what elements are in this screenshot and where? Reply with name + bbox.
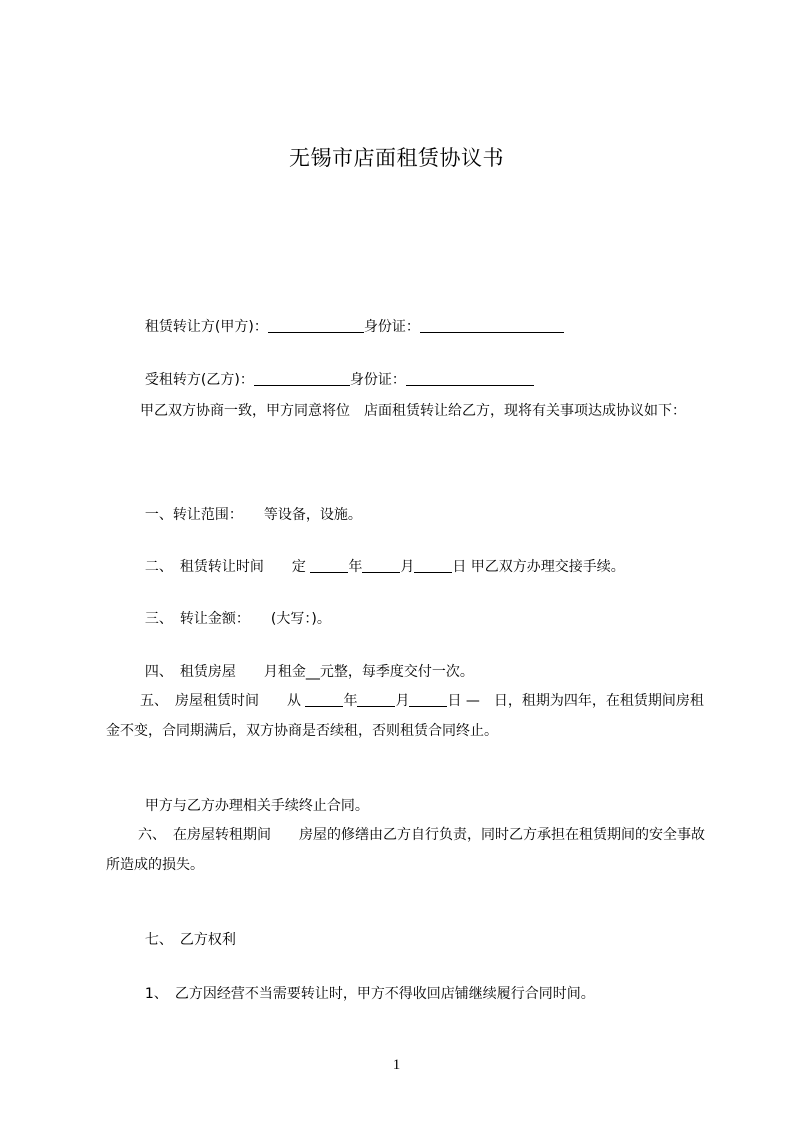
clause-7-text: 七、 乙方权利 [144, 932, 236, 948]
party-b-id-blank [406, 370, 534, 386]
clause-1-text: 一、转让范围： 等设备，设施。 [144, 507, 362, 523]
clause-3 [136, 580, 736, 632]
clause-2-month-blank [362, 557, 400, 573]
clause-2-month: 月 [400, 559, 415, 575]
clause-2-year-blank [310, 557, 348, 573]
clause-5-year: 年 [343, 693, 358, 709]
clause-3-text: 三、 转让金额： (大写：)。 [144, 611, 331, 627]
terminate-line [136, 767, 736, 819]
party-b-line [136, 341, 736, 393]
intro-paragraph [106, 396, 706, 426]
party-b-label: 受租转方(乙方)： [144, 372, 254, 388]
party-a-id-label: 身份证： [363, 319, 420, 335]
clause-4-suffix: 元整，每季度交付一次。 [319, 664, 474, 680]
intro-text: 甲乙双方协商一致，甲方同意将位 店面租赁转让给乙方，现将有关事项达成协议如下： [140, 403, 686, 419]
clause-1 [136, 476, 736, 528]
clause-5-prefix: 五、 房屋租赁时间 从 [140, 693, 306, 709]
clause-2-day: 日 [452, 559, 467, 575]
item-1-text: 1、 乙方因经营不当需要转让时，甲方不得收回店铺继续履行合同时间。 [144, 986, 595, 1002]
party-a-label: 租赁转让方(甲方)： [144, 319, 268, 335]
party-a-name-blank [268, 317, 364, 333]
clause-2-prefix: 二、 租赁转让时间 定 [144, 559, 311, 575]
clause-5-day: 日 [447, 693, 462, 709]
clause-5-month: 月 [395, 693, 410, 709]
clause-2-suffix: 甲乙双方办理交接手续。 [466, 559, 625, 575]
clause-5-suffix: — 日，租期为四年，在租赁期间房租金不变，合同期满后，双方协商是否续租，否则租赁合同终止。 [106, 693, 704, 739]
item-1 [136, 955, 736, 1007]
party-a-id-blank [420, 317, 564, 333]
clause-4 [136, 633, 736, 685]
clause-2-year: 年 [348, 559, 363, 575]
party-a-line [136, 288, 736, 340]
page-number: 1 [392, 1057, 401, 1073]
clause-2 [136, 528, 736, 580]
clause-2-day-blank [414, 557, 452, 573]
document-title: 无锡市店面租赁协议书 [289, 146, 504, 170]
clause-5-year-blank [305, 691, 343, 707]
terminate-text: 甲方与乙方办理相关手续终止合同。 [144, 798, 369, 814]
clause-5-month-blank [357, 691, 395, 707]
clause-7 [136, 901, 736, 953]
clause-4-prefix: 四、 租赁房屋 月租金 [144, 664, 306, 680]
clause-5-day-blank [409, 691, 447, 707]
clause-5 [106, 686, 706, 746]
clause-6 [106, 820, 706, 880]
party-b-name-blank [254, 370, 350, 386]
clause-6-text: 六、 在房屋转租期间 房屋的修缮由乙方自行负责，同时乙方承担在租赁期间的安全事故所造成的损失。 [106, 827, 705, 873]
clause-4-blank: __ [305, 664, 320, 680]
party-b-id-label: 身份证： [349, 372, 406, 388]
